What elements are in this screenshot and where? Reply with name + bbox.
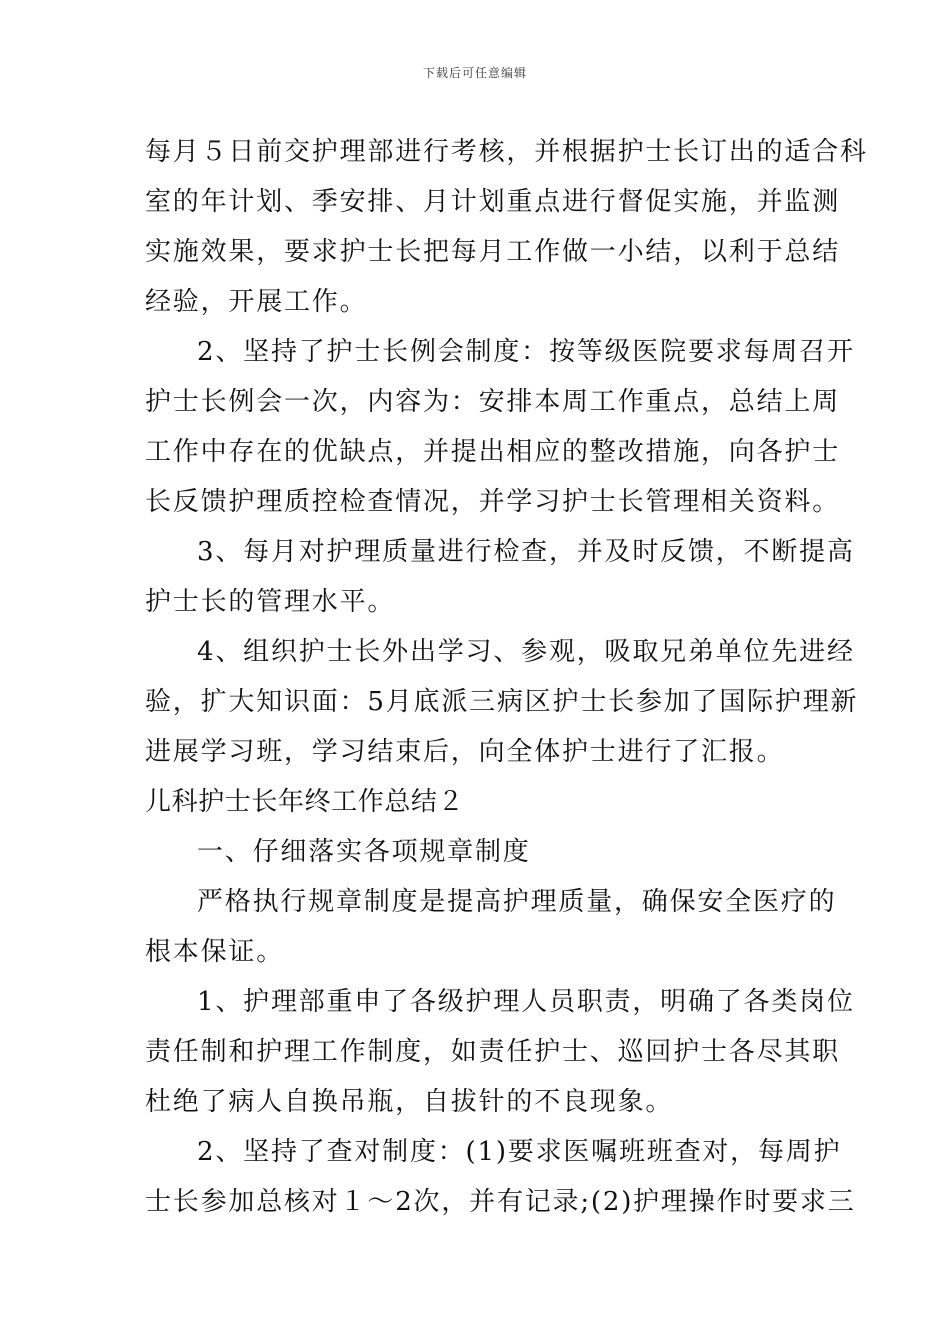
paragraph-start: 严格执行规章制度是提高护理质量，确保安全医疗的 — [197, 887, 837, 917]
body-line: 护士长的管理水平。 — [145, 587, 396, 617]
body-line: 实施效果，要求护士长把每月工作做一小结，以利于总结 — [145, 237, 841, 267]
body-line: 长反馈护理质控检查情况，并学习护士长管理相关资料。 — [145, 487, 841, 517]
page-header: 下载后可任意编辑 — [422, 66, 527, 80]
body-line: 验，扩大知识面：5月底派三病区护士长参加了国际护理新 — [145, 687, 859, 717]
subsection-title: 一、仔细落实各项规章制度 — [197, 837, 531, 867]
body-line: 护士长例会一次，内容为：安排本周工作重点，总结上周 — [145, 387, 841, 417]
paragraph-start: 2、坚持了护士长例会制度：按等级医院要求每周召开 — [197, 337, 855, 367]
section-title: 儿科护士长年终工作总结２ — [145, 787, 465, 817]
body-line: 责任制和护理工作制度，如责任护士、巡回护士各尽其职 — [145, 1037, 841, 1067]
body-line: 经验，开展工作。 — [145, 287, 368, 317]
body-line: 进展学习班，学习结束后，向全体护士进行了汇报。 — [145, 737, 785, 767]
paragraph-start: 3、每月对护理质量进行检查，并及时反馈，不断提高 — [197, 537, 855, 567]
paragraph-start: 2、坚持了查对制度：(1)要求医嘱班班查对，每周护 — [197, 1137, 842, 1167]
body-line: 室的年计划、季安排、月计划重点进行督促实施，并监测 — [145, 187, 841, 217]
paragraph-start: 4、组织护士长外出学习、参观，吸取兄弟单位先进经 — [197, 637, 855, 667]
body-line: 每月５日前交护理部进行考核，并根据护士长订出的适合科 — [145, 137, 868, 167]
body-line: 杜绝了病人自换吊瓶，自拔针的不良现象。 — [145, 1087, 674, 1117]
document-body — [145, 127, 868, 1227]
paragraph-start: 1、护理部重申了各级护理人员职责，明确了各类岗位 — [197, 987, 855, 1017]
body-line: 工作中存在的优缺点，并提出相应的整改措施，向各护士 — [145, 437, 841, 467]
body-line: 根本保证。 — [145, 937, 285, 967]
body-line: 士长参加总核对１～2次，并有记录;(2)护理操作时要求三 — [145, 1187, 856, 1217]
